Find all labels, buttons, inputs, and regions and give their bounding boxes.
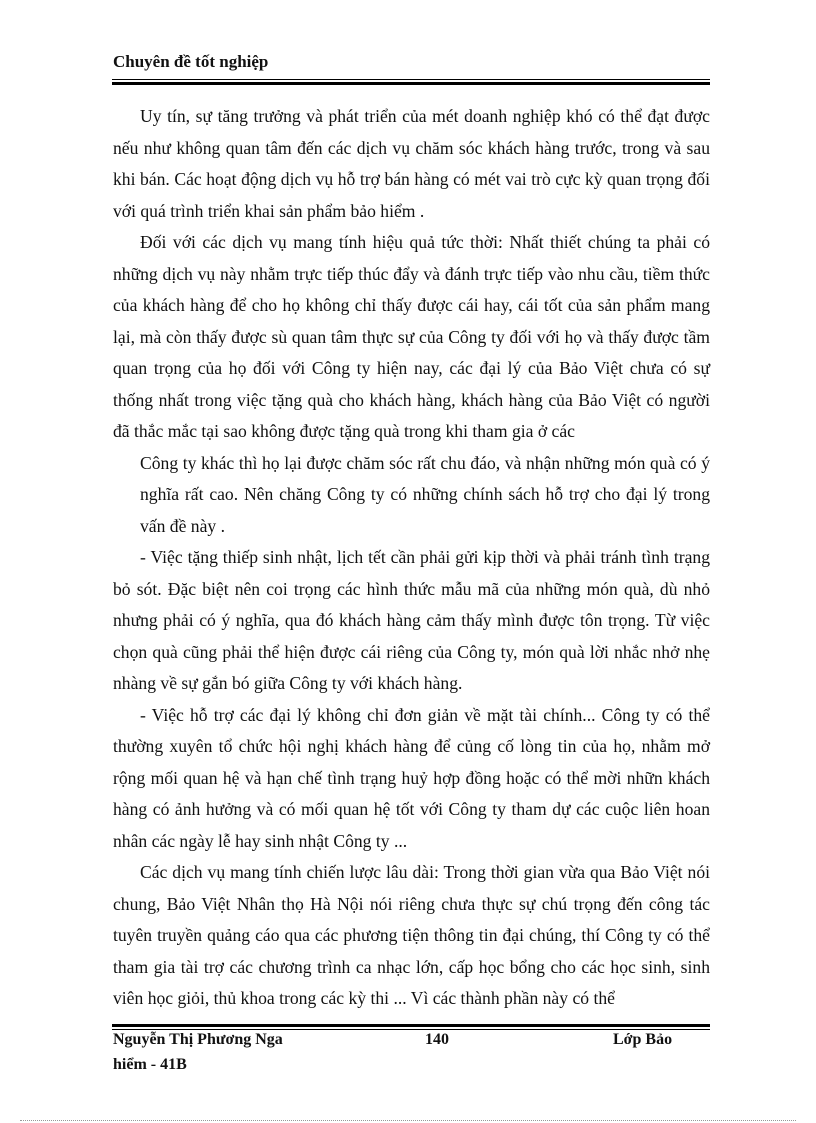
header-rule-thin <box>112 79 710 80</box>
paragraph: Các dịch vụ mang tính chiến lược lâu dài: Trong thời gian vừa qua Bảo Việt nói chung, Bảo Việt Nhân thọ Hà Nội nói riêng chưa thực sự chú trọng đến công tác tuyên truyền quảng cáo qua các phương tiện thông tin đại chúng, thí Công ty có thể tham gia tài trợ các chương trình ca nhạc lớn, cấp học bổng cho các học sinh, sinh viên học giỏi, thủ khoa trong các kỳ thi ... Vì các thành phần này có thể <box>113 862 710 1008</box>
footer-class-line2: hiểm - 41B <box>113 1056 187 1073</box>
body-text <box>113 101 710 1015</box>
footer-page-number: 140 <box>425 1031 449 1048</box>
paragraph: - Việc hỗ trợ các đại lý không chỉ đơn giản về mặt tài chính... Công ty có thể thường xuyên tổ chức hội nghị khách hàng để củng cố lòng tin của họ, nhằm mở rộng mối quan hệ và hạn chế tình trạng huỷ hợp đồng hoặc có thể mời nhữn khách hàng có ảnh hưởng và có mối quan hệ tốt với Công ty tham dự các cuộc liên hoan nhân các ngày lễ hay sinh nhật Công ty ... <box>113 704 710 851</box>
footer-rule-thick <box>112 1024 710 1027</box>
document-header-title: Chuyên đề tốt nghiệp <box>113 52 269 71</box>
footer-rule-thin <box>112 1029 710 1030</box>
footer-author: Nguyễn Thị Phương Nga <box>113 1031 283 1048</box>
paragraph: Đối với các dịch vụ mang tính hiệu quả tức thời: Nhất thiết chúng ta phải có những dịch vụ này nhằm trực tiếp thúc đẩy và đánh trực tiếp vào nhu cầu, tiềm thức của khách hàng để cho họ không chỉ thấy được cái hay, cái tốt của sản phẩm mang lại, mà còn thấy được sù quan tâm thực sự của Công ty đối với họ và thấy được tầm quan trọng của họ đối với Công ty hiện nay, các đại lý của Bảo Việt chưa có sự thống nhất trong việc tặng quà cho khách hàng, khách hàng của Bảo Việt có người đã thắc mắc tại sao không được tặng quà trong khi tham gia ở các <box>113 232 710 441</box>
paragraph: Uy tín, sự tăng trưởng và phát triển của mét doanh nghiệp khó có thể đạt được nếu như không quan tâm đến các dịch vụ chăm sóc khách hàng trước, trong và sau khi bán. Các hoạt động dịch vụ hỗ trợ bán hàng có mét vai trò cực kỳ quan trọng đối với quá trình triển khai sản phẩm bảo hiểm . <box>113 106 710 221</box>
footer-class-line1: Lớp Bảo <box>613 1031 673 1048</box>
header-rule-thick <box>112 82 710 85</box>
paragraph: - Việc tặng thiếp sinh nhật, lịch tết cần phải gửi kịp thời và phải tránh tình trạng bỏ sót. Đặc biệt nên coi trọng các hình thức mẫu mã của những món quà, dù nhỏ nhưng phải có ý nghĩa, qua đó khách hàng cảm thấy mình được tôn trọng. Từ việc chọn quà cũng phải thể hiện được cái riêng của Công ty, món quà lời nhắc nhở nhẹ nhàng về sự gắn bó giữa Công ty với khách hàng. <box>113 547 710 693</box>
paragraph: Công ty khác thì họ lại được chăm sóc rất chu đáo, và nhận những món quà có ý nghĩa rất cao. Nên chăng Công ty có những chính sách hỗ trợ cho đại lý trong vấn đề này . <box>140 452 710 536</box>
page-bottom-border <box>20 1120 796 1121</box>
